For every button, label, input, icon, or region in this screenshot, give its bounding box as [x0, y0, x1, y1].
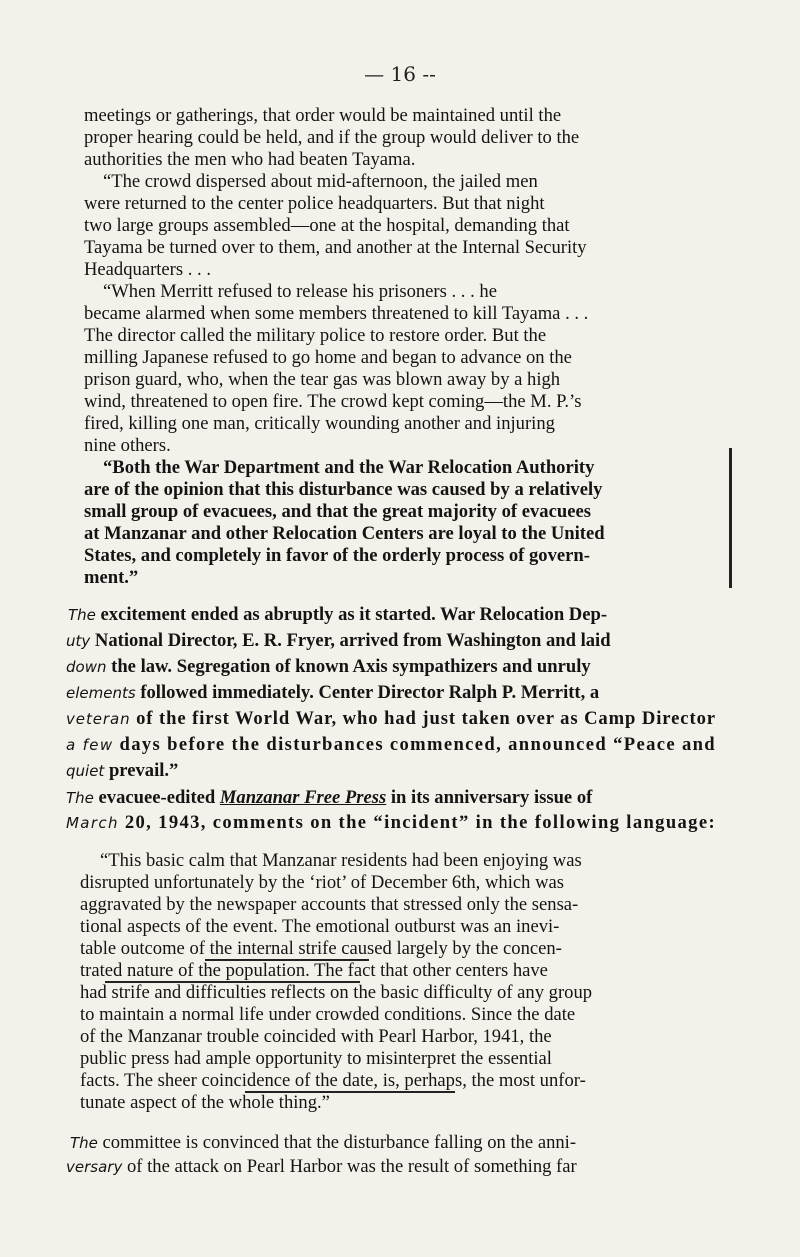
quote-line: two large groups assembled—one at the hospital, demanding that — [84, 215, 570, 236]
handwritten-correction: The — [70, 1134, 98, 1152]
press-quote-line: tunate aspect of the whole thing.” — [80, 1092, 330, 1113]
press-intro-line: The evacuee-edited Manzanar Free Press in its anniversary issue of — [66, 787, 593, 808]
press-quote-line: aggravated by the newspaper accounts that stressed only the sensa- — [80, 894, 579, 915]
quote-line: Headquarters . . . — [84, 259, 212, 280]
press-quote-line: trated nature of the population. The fact that other centers have — [80, 960, 548, 981]
handwritten-correction: The — [66, 789, 94, 807]
quote-line: States, and completely in favor of the orderly process of govern- — [84, 545, 590, 566]
quote-line: proper hearing could be held, and if the group would deliver to the — [84, 127, 580, 148]
press-quote-line: tional aspects of the event. The emotional outburst was an inevi- — [80, 916, 560, 937]
quote-line: ment.” — [84, 567, 139, 588]
narrative-line: veteran of the first World War, who had just taken over as Camp Director — [66, 708, 716, 729]
handwritten-correction: veteran — [66, 710, 131, 728]
quote-line: “When Merritt refused to release his prisoners . . . he — [103, 281, 497, 302]
quote-line: meetings or gatherings, that order would be maintained until the — [84, 105, 562, 126]
quote-line: “The crowd dispersed about mid-afternoon, the jailed men — [103, 171, 538, 192]
press-quote-line: public press had ample opportunity to misinterpret the essential — [80, 1048, 552, 1069]
quote-line: small group of evacuees, and that the great majority of evacuees — [84, 501, 591, 522]
quote-line: The director called the military police to restore order. But the — [84, 325, 547, 346]
handwritten-correction: quiet — [66, 762, 105, 780]
closing-line: The committee is convinced that the disturbance falling on the anni- — [70, 1132, 577, 1153]
quote-line: became alarmed when some members threatened to kill Tayama . . . — [84, 303, 589, 324]
narrative-line: quiet prevail.” — [66, 760, 179, 781]
press-quote-line: of the Manzanar trouble coincided with Pearl Harbor, 1941, the — [80, 1026, 552, 1047]
quote-line: prison guard, who, when the tear gas was blown away by a high — [84, 369, 561, 390]
quote-line: Tayama be turned over to them, and another at the Internal Security — [84, 237, 587, 258]
quote-line: fired, killing one man, critically wounding another and injuring — [84, 413, 555, 434]
handwritten-correction: The — [68, 606, 96, 624]
handwritten-correction: a few — [66, 736, 114, 754]
press-quote-line: facts. The sheer coincidence of the date, is, perhaps, the most unfor- — [80, 1070, 586, 1091]
quote-line: at Manzanar and other Relocation Centers are loyal to the United — [84, 523, 605, 544]
handwritten-underline — [105, 981, 360, 983]
narrative-line: uty National Director, E. R. Fryer, arrived from Washington and laid — [66, 630, 611, 651]
page-number: — 16 -- — [364, 62, 436, 86]
handwritten-correction: elements — [66, 684, 136, 702]
narrative-line: down the law. Segregation of known Axis sympathizers and unruly — [66, 656, 591, 677]
narrative-line: elements followed immediately. Center Director Ralph P. Merritt, a — [66, 682, 600, 703]
quote-line: were returned to the center police headquarters. But that night — [84, 193, 545, 214]
handwritten-correction: March — [66, 814, 119, 832]
quote-line: milling Japanese refused to go home and began to advance on the — [84, 347, 572, 368]
press-quote-line: had strife and difficulties reflects on the basic difficulty of any group — [80, 982, 593, 1003]
press-intro-line: March 20, 1943, comments on the “incident” in the following language: — [66, 812, 716, 833]
press-quote-line: to maintain a normal life under crowded conditions. Since the date — [80, 1004, 576, 1025]
narrative-line: a few days before the disturbances commenced, announced “Peace and — [66, 734, 716, 755]
handwritten-underline — [205, 959, 369, 961]
handwritten-correction: down — [66, 658, 107, 676]
handwritten-correction: versary — [66, 1158, 123, 1176]
press-quote-line: “This basic calm that Manzanar residents had been enjoying was — [100, 850, 582, 871]
quote-line: are of the opinion that this disturbance was caused by a relatively — [84, 479, 603, 500]
press-quote-line: disrupted unfortunately by the ‘riot’ of December 6th, which was — [80, 872, 564, 893]
handwritten-correction: uty — [66, 632, 91, 650]
press-quote-line: table outcome of the internal strife caused largely by the concen- — [80, 938, 562, 959]
handwritten-underline — [245, 1091, 455, 1093]
closing-line: versary of the attack on Pearl Harbor was the result of something far — [66, 1156, 577, 1177]
quote-line: “Both the War Department and the War Relocation Authority — [103, 457, 595, 478]
margin-bracket-mark — [729, 448, 732, 588]
quote-line: nine others. — [84, 435, 171, 456]
narrative-line: The excitement ended as abruptly as it started. War Relocation Dep- — [68, 604, 608, 625]
publication-title: Manzanar Free Press — [219, 787, 387, 808]
quote-line: wind, threatened to open fire. The crowd kept coming—the M. P.’s — [84, 391, 582, 412]
quote-line: authorities the men who had beaten Tayama. — [84, 149, 416, 170]
